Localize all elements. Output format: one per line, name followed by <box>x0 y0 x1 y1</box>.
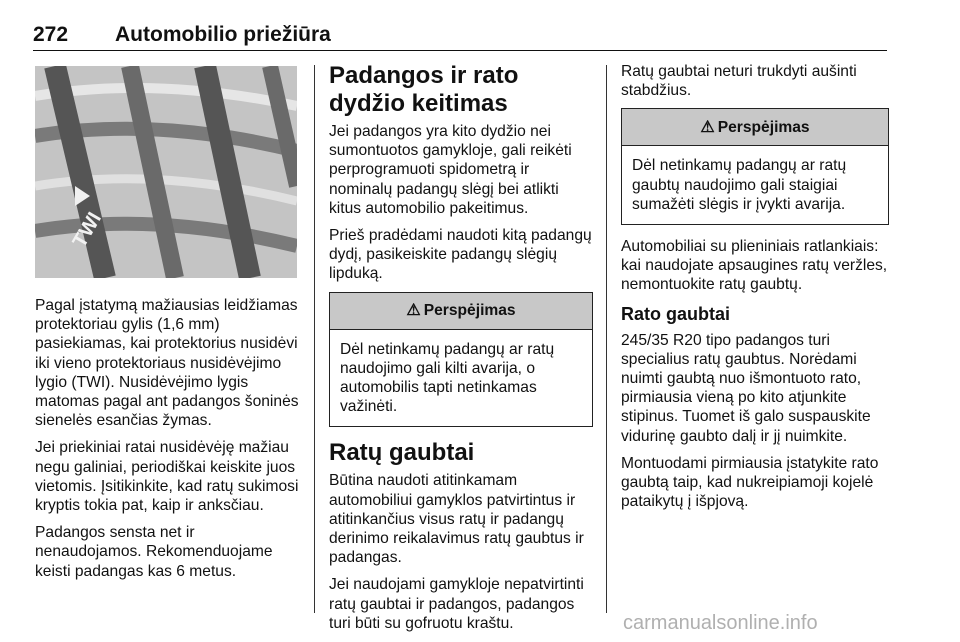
column-divider <box>606 65 607 613</box>
tire-tread-icon <box>35 66 297 278</box>
warning-box <box>329 292 593 428</box>
paragraph: Padangos sensta net ir nenaudojamos. Rekomenduojame keisti padangas kas 6 metus. <box>35 524 273 580</box>
warning-triangle-icon: ⚠ <box>406 302 421 320</box>
paragraph: Montuodami pirmiausia įstatykite rato gaubtą taip, kad nukreipiamoji kojelė pataikytų į išpjovą. <box>621 454 879 511</box>
warning-header <box>330 293 592 330</box>
paragraph: Pagal įstatymą mažiausias leidžiamas protektoriau gylis (1,6 mm) pasiekiamas, kai protektorius nusidėvi iki vieno protektoriaus nusidėvėjimo lygio (TWI). Nusidėvėjimo lygis matomas pagal ant padangos šoninės sienelės esančias žymas. <box>35 297 299 430</box>
column-2 <box>329 62 593 641</box>
warning-text: Dėl netinkamų padangų ar ratų gaubtų naudojimo gali staigiai sumažėti slėgis ir įvykti avarija. <box>632 157 847 213</box>
paragraph: 245/35 R20 tipo padangos turi specialius ratų gaubtus. Norėdami nuimti gaubtą nuo išmontuoto rato, pirmiausia vieną po kito atjunkite stipinus. Tuomet iš galo suspauskite vidurinę gaubto dalį ir jį nuimkite. <box>621 331 871 445</box>
paragraph: Jei naudojami gamykloje nepatvirtinti ratų gaubtai ir padangos, padangos turi būti su gofruotu kraštu. <box>329 576 584 632</box>
column-1 <box>35 62 301 589</box>
paragraph: Jei priekiniai ratai nusidėvėję mažiau negu galiniai, periodiškai keiskite juos vietomis. Įsitikinkite, kad ratų sukimosi kryptis tokia pat, kaip ir anksčiau. <box>35 439 299 515</box>
tire-tread-illustration <box>35 66 297 278</box>
page-header <box>33 20 887 51</box>
warning-title: Perspėjimas <box>717 118 810 136</box>
paragraph: Jei padangos yra kito dydžio nei sumontuotos gamykloje, gali reikėti perprogramuoti spidometrą ir nominalų padangų slėgį bei atlikti kitus automobilio pakeitimus. <box>329 123 572 217</box>
paragraph: Būtina naudoti atitinkamam automobiliui gamyklos patvirtintus ir atitinkančius visus ratų ir padangų derinimo reikalavimus ratų gaubtus ir padangas. <box>329 472 584 567</box>
page-number: 272 <box>33 23 69 46</box>
warning-header <box>622 109 888 146</box>
column-divider <box>314 65 315 613</box>
warning-box <box>621 108 889 225</box>
section-heading: Padangos ir rato dydžio keitimas <box>329 62 519 117</box>
chapter-title: Automobilio priežiūra <box>115 23 331 46</box>
svg-text:TWI: TWI <box>68 208 106 252</box>
subsection-heading: Rato gaubtai <box>621 303 731 324</box>
warning-text: Dėl netinkamų padangų ar ratų naudojimo gali kilti avarija, o automobilis tapti netinkamas važinėti. <box>340 340 555 416</box>
column-3 <box>621 62 889 519</box>
watermark: carmanualsonline.info <box>623 612 818 634</box>
warning-title: Perspėjimas <box>423 302 516 320</box>
paragraph: Prieš pradėdami naudoti kitą padangų dydį, pasikeiskite padangų slėgių lipduką. <box>329 227 592 283</box>
section-heading: Ratų gaubtai <box>329 439 475 467</box>
paragraph: Ratų gaubtai neturi trukdyti aušinti stabdžius. <box>621 63 857 100</box>
warning-triangle-icon: ⚠ <box>700 118 715 136</box>
paragraph: Automobiliai su plieniniais ratlankiais: kai naudojate apsaugines ratų veržles, nemontuokite ratų gaubtų. <box>621 238 888 294</box>
